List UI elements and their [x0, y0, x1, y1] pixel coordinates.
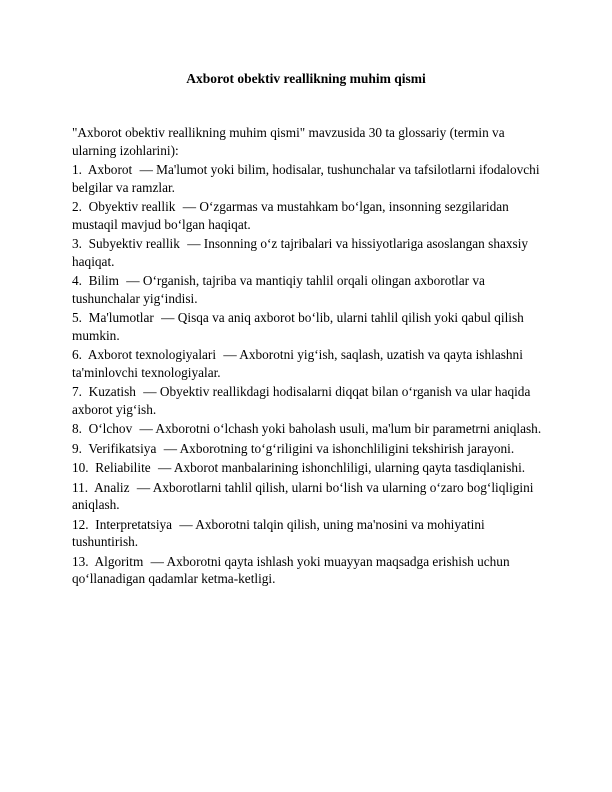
intro-paragraph: "Axborot obektiv reallikning muhim qismi" mavzusida 30 ta glossariy (termin va ularning izohlarini): — [72, 125, 505, 158]
entry-term: Bilim — [88, 273, 119, 288]
glossary-entry — [72, 479, 546, 514]
entry-definition: — Axborotni qayta ishlash yoki muayyan maqsadga erishish uchun qo‘llanadigan qadamlar ketma-ketligi. — [72, 553, 510, 586]
glossary-entry — [72, 440, 546, 458]
entry-number: 1. — [72, 162, 82, 177]
entry-definition: — Axborotni talqin qilish, uning ma'nosini va mohiyatini tushuntirish. — [72, 516, 485, 549]
entry-definition: — Axborotni yig‘ish, saqlash, uzatish va qayta ishlashni ta'minlovchi texnologiyalar. — [72, 347, 523, 380]
entry-term: Ma'lumotlar — [88, 310, 154, 325]
glossary-entry — [72, 161, 546, 196]
entry-term: Algoritm — [94, 553, 144, 569]
entry-term: Verifikatsiya — [88, 440, 157, 456]
entry-term: Subyektiv reallik — [88, 236, 180, 251]
glossary-entry — [72, 235, 546, 270]
entry-number: 8. — [72, 421, 82, 436]
entry-number: 13. — [72, 553, 89, 569]
glossary-list — [72, 161, 546, 588]
entry-number: 9. — [72, 440, 82, 456]
entry-definition: — Axborotlarni tahlil qilish, ularni bo‘lish va ularning o‘zaro bog‘liqligini aniqlash. — [72, 479, 534, 512]
document-body — [72, 124, 546, 590]
entry-definition: — Qisqa va aniq axborot bo‘lib, ularni tahlil qilish yoki qabul qilish mumkin. — [72, 310, 524, 343]
entry-number: 5. — [72, 310, 82, 325]
entry-number: 12. — [72, 516, 89, 532]
glossary-entry — [72, 420, 546, 438]
entry-term: Kuzatish — [88, 384, 136, 399]
entry-term: Interpretatsiya — [95, 516, 173, 532]
entry-number: 6. — [72, 347, 82, 362]
entry-number: 3. — [72, 236, 82, 251]
entry-term: Obyektiv reallik — [88, 199, 176, 214]
entry-number: 10. — [72, 460, 89, 475]
entry-definition: — O‘zgarmas va mustahkam bo‘lgan, insonning sezgilaridan mustaqil mavjud bo‘lgan haqiqat. — [72, 199, 509, 232]
entry-number: 7. — [72, 384, 82, 399]
glossary-entry — [72, 309, 546, 344]
entry-definition: — Ma'lumot yoki bilim, hodisalar, tushunchalar va tafsilotlarni ifodalovchi belgilar va ramzlar. — [72, 162, 540, 195]
glossary-entry — [72, 272, 546, 307]
glossary-entry — [72, 346, 546, 381]
entry-term: Reliabilite — [95, 460, 151, 475]
glossary-entry — [72, 553, 546, 588]
entry-number: 4. — [72, 273, 82, 288]
glossary-entry — [72, 459, 546, 477]
entry-definition: — Axborotning to‘g‘riligini va ishonchliligini tekshirish jarayoni. — [163, 440, 515, 456]
entry-definition: — Axborotni o‘lchash yoki baholash usuli, ma'lum bir parametrni aniqlash. — [139, 421, 542, 436]
entry-term: O‘lchov — [88, 421, 133, 436]
glossary-entry — [72, 383, 546, 418]
entry-definition: — Insonning o‘z tajribalari va hissiyotlariga asoslangan shaxsiy haqiqat. — [72, 236, 529, 269]
page-title: Axborot obektiv reallikning muhim qismi — [186, 71, 426, 86]
glossary-entry — [72, 516, 546, 551]
entry-definition: — Obyektiv reallikdagi hodisalarni diqqat bilan o‘rganish va ular haqida axborot yig‘ish. — [72, 384, 531, 417]
entry-term: Analiz — [94, 479, 130, 495]
entry-number: 11. — [72, 479, 89, 495]
entry-definition: — Axborot manbalarining ishonchliligi, ularning qayta tasdiqlanishi. — [158, 460, 526, 475]
entry-definition: — O‘rganish, tajriba va mantiqiy tahlil orqali olingan axborotlar va tushunchalar yig‘indisi. — [72, 273, 485, 306]
entry-term: Axborot — [87, 162, 133, 177]
glossary-entry — [72, 198, 546, 233]
entry-term: Axborot texnologiyalari — [87, 347, 217, 362]
entry-number: 2. — [72, 199, 82, 214]
